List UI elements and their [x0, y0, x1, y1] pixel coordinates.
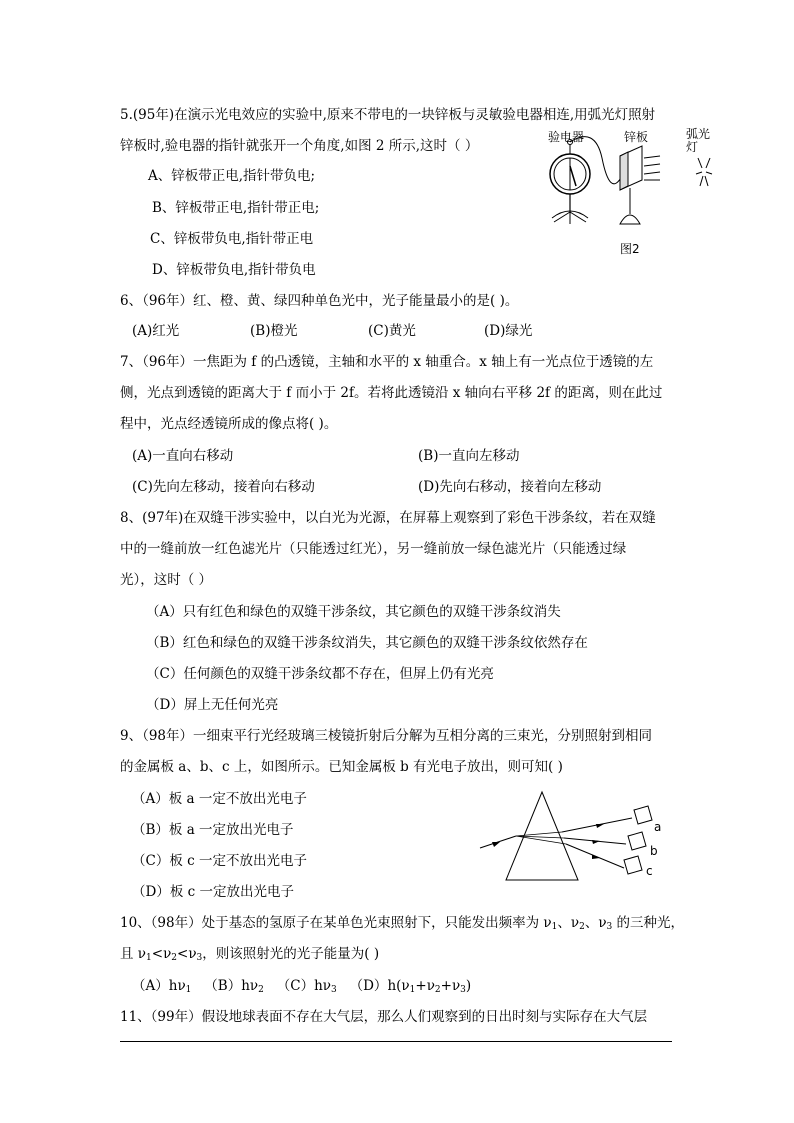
- q8-option-a: （A）只有红色和绿色的双缝干涉条纹，其它颜色的双缝干涉条纹消失: [146, 604, 561, 620]
- q10-option-c-label: （C）: [276, 978, 315, 994]
- figure-photoelectric: [540, 128, 740, 260]
- q5-option-c: C、锌板带负电,指针带正电: [150, 231, 314, 247]
- subscript: 2: [434, 985, 441, 995]
- q10-line1: [120, 914, 684, 936]
- label-zinc-plate: 锌板: [624, 130, 649, 144]
- q6-option-b: (B)橙光: [250, 323, 298, 339]
- nu-symbol: ν: [322, 978, 331, 994]
- planck-symbol: h: [314, 978, 323, 994]
- q8-option-d: （D）屏上无任何光亮: [146, 697, 279, 713]
- q8-option-c: （C）任何颜色的双缝干涉条纹都不存在，但屏上仍有光亮: [146, 666, 494, 682]
- nu-symbol: ν: [177, 978, 186, 994]
- q7-option-c: (C)先向左移动，接着向右移动: [132, 479, 315, 495]
- label-electroscope: 验电器: [548, 130, 585, 144]
- subscript: 1: [185, 985, 192, 995]
- q10-line2-pre: 且: [120, 946, 138, 962]
- subscript: 3: [606, 922, 613, 932]
- nu-symbol: ν: [598, 915, 607, 931]
- q7-line3: 程中，光点经透镜所成的像点将( )。: [120, 416, 338, 432]
- subscript: 2: [579, 922, 585, 932]
- q8-option-b: （B）红色和绿色的双缝干涉条纹消失，其它颜色的双缝干涉条纹依然存在: [146, 635, 588, 651]
- q9-line1: 9、（98年）一细束平行光经玻璃三棱镜折射后分解为互相分离的三束光，分别照射到相同: [120, 728, 653, 744]
- q10-line1-pre: 10、（98年）处于基态的氢原子在某单色光束照射下，只能发出频率为: [120, 915, 544, 931]
- q7-option-d: (D)先向右移动，接着向左移动: [418, 479, 602, 495]
- q6-option-c: (C)黄光: [368, 323, 416, 339]
- q5-line1: 5.(95年)在演示光电效应的实验中,原来不带电的一块锌板与灵敏验电器相连,用弧光灯照射: [120, 107, 656, 123]
- q7-line1: 7、（96年）一焦距为 f 的凸透镜，主轴和水平的 x 轴重合。x 轴上有一光点位于透镜的左: [120, 354, 654, 370]
- plate-b-label: b: [650, 844, 658, 858]
- subscript: 3: [196, 953, 203, 963]
- figure-prism: [478, 790, 668, 886]
- q10-line1-post: 的三种光，: [612, 915, 685, 931]
- q5-option-a: A、锌板带正电,指针带负电;: [148, 168, 316, 184]
- q10-line2: [120, 945, 379, 967]
- planck-symbol: h: [241, 978, 250, 994]
- q11-line1: 11、（99年）假设地球表面不存在大气层，那么人们观察到的日出时刻与实际存在大气层: [120, 1009, 648, 1025]
- q7-option-b: (B)一直向左移动: [418, 448, 520, 464]
- planck-symbol: h: [168, 978, 178, 994]
- q6-line1: 6、（96年）红、橙、黄、绿四种单色光中，光子能量最小的是( )。: [120, 293, 519, 309]
- q7-option-a: (A)一直向右移动: [132, 448, 234, 464]
- nu-symbol: ν: [451, 978, 461, 994]
- label-arc-lamp: 弧光灯: [686, 127, 711, 154]
- prism-diagram: [478, 790, 668, 886]
- q5-line2: 锌板时,验电器的指针就张开一个角度,如图 2 所示,这时（ ）: [120, 138, 479, 154]
- nu-symbol: ν: [137, 946, 147, 962]
- separator: 、: [557, 915, 571, 931]
- less-than: <: [177, 946, 189, 962]
- nu-symbol: ν: [426, 978, 435, 994]
- q10-line2-post: ，则该照射光的光子能量为( ): [202, 946, 380, 962]
- q8-line1: 8、(97年)在双缝干涉实验中，以白光为光源，在屏幕上观察到了彩色干涉条纹，若在双缝: [120, 510, 656, 526]
- nu-symbol: ν: [543, 915, 552, 931]
- photoelectric-diagram: [540, 128, 740, 260]
- q10-option-d-label: （D）: [349, 978, 388, 994]
- footer-rule: [120, 1041, 672, 1042]
- nu-symbol: ν: [401, 978, 410, 994]
- subscript: 3: [331, 985, 337, 995]
- q9-option-a: （A）板 a 一定不放出光电子: [132, 791, 307, 807]
- nu-symbol: ν: [163, 946, 172, 962]
- q9-line2: 的金属板 a、b、c 上，如图所示。已知金属板 b 有光电子放出，则可知( ): [120, 759, 563, 775]
- q5-option-d: D、锌板带负电,指针带负电: [152, 262, 316, 278]
- plate-c-label: c: [646, 864, 653, 878]
- plate-a-label: a: [654, 820, 662, 834]
- subscript: 3: [460, 985, 466, 995]
- q6-option-d: (D)绿光: [484, 323, 533, 339]
- q9-option-b: （B）板 a 一定放出光电子: [132, 822, 294, 838]
- nu-symbol: ν: [570, 915, 580, 931]
- q6-option-a: (A)红光: [132, 323, 180, 339]
- q10-option-b-label: （B）: [204, 978, 242, 994]
- separator: 、: [584, 915, 599, 931]
- nu-symbol: ν: [188, 946, 197, 962]
- subscript: 2: [171, 953, 178, 963]
- subscript: 1: [409, 985, 416, 995]
- nu-symbol: ν: [249, 978, 259, 994]
- q9-option-c: （C）板 c 一定不放出光电子: [132, 853, 307, 869]
- less-than: <: [151, 946, 164, 962]
- q10-options: $(A)h\nu_1$ $(B)h\nu_2$ $(C)h\nu_3$ $(D)h(\nu_1+\nu_2+\nu_3)$: [132, 978, 472, 995]
- q10-option-a-label: （A）: [132, 978, 169, 994]
- planck-symbol: h: [387, 978, 397, 994]
- q5-option-b: B、锌板带正电,指针带正电;: [152, 200, 320, 216]
- q8-line2: 中的一缝前放一红色滤光片（只能透过红光），另一缝前放一绿色滤光片（只能透过绿: [120, 541, 627, 557]
- q9-option-d: （D）板 c 一定放出光电子: [132, 884, 294, 900]
- q8-line3: 光），这时（ ）: [120, 572, 213, 588]
- subscript: 1: [551, 922, 558, 932]
- label-figure-caption: 图2: [620, 242, 640, 256]
- q7-line2: 侧，光点到透镜的距离大于 f 而小于 2f。若将此透镜沿 x 轴向右平移 2f 的距离，则在此过: [120, 385, 663, 401]
- subscript: 1: [146, 953, 152, 963]
- subscript: 2: [258, 985, 264, 995]
